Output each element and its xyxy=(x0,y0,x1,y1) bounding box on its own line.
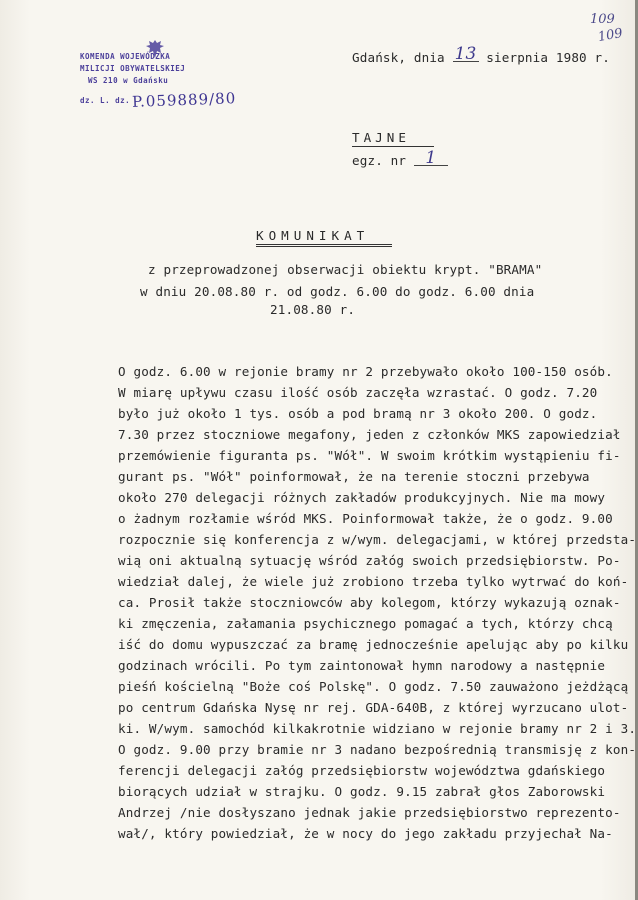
classification: TAJNE xyxy=(352,130,410,145)
copy-number-line xyxy=(352,148,448,168)
body-line: biorących udział w strajku. O godz. 9.15 zabrał głos Zaborowski xyxy=(118,784,606,799)
body-line: wiedział dalej, że wiele już zrobiono trzeba tylko wytrwać do koń- xyxy=(118,574,629,589)
body-line: ca. Prosił także stoczniowców aby kolegom, którzy wykazują oznak- xyxy=(118,595,621,610)
body-line: W miarę upływu czasu ilość osób zaczęła wzrastać. O godz. 7.20 xyxy=(118,385,598,400)
body-line: wał/, który powiedział, że w nocy do jego zakładu przyjechał Na- xyxy=(118,826,613,841)
copy-label: egz. nr xyxy=(352,153,407,168)
subtitle-line: 21.08.80 r. xyxy=(270,302,356,317)
body-line: gurant ps. "Wół" poinformował, że na terenie stoczni przebywa xyxy=(118,469,590,484)
body-line: iść do domu wypuszczać za bramę jednocześnie apelując aby po kilku xyxy=(118,637,629,652)
stamp-line: WS 210 w Gdańsku xyxy=(88,76,169,85)
body-line: rozpocznie się konferencja z w/wym. delegacjami, w której przedsta- xyxy=(118,532,637,547)
body-line: ki zmęczenia, załamania psychicznego pomagać a tych, którzy chcą xyxy=(118,616,613,631)
copy-number: 1 xyxy=(414,151,448,166)
body-line: było już około 1 tys. osób a pod bramą nr 3 około 200. O godz. xyxy=(118,406,598,421)
page-number-primary: 109 xyxy=(590,12,615,27)
title-underline xyxy=(256,244,392,247)
body-line: przemówienie figuranta ps. "Wół". W swoim krótkim wystąpieniu fi- xyxy=(118,448,621,463)
body-line: ferencji delegacji załóg przedsiębiorstw województwa gdańskiego xyxy=(118,763,606,778)
subtitle-line: z przeprowadzonej obserwacji obiektu krypt. "BRAMA" xyxy=(148,262,543,277)
page-number-secondary: 109 xyxy=(596,25,624,46)
document-title: KOMUNIKAT xyxy=(256,228,370,243)
body-line: po centrum Gdańska Nysę nr rej. GDA-640B, z której wyrzucano ulot- xyxy=(118,700,629,715)
subtitle-line: w dniu 20.08.80 r. od godz. 6.00 do godz. 6.00 dnia xyxy=(140,284,535,299)
date-suffix: sierpnia 1980 r. xyxy=(486,50,610,65)
stamp-line: KOMENDA WOJEWÓDZKA xyxy=(80,52,171,61)
date-line xyxy=(352,44,610,65)
body-line: O godz. 6.00 w rejonie bramy nr 2 przebywało około 100-150 osób. xyxy=(118,364,613,379)
body-line: O godz. 9.00 przy bramie nr 3 nadano bezpośrednią transmisję z kon- xyxy=(118,742,637,757)
body-line: o żadnym rozłamie wśród MKS. Poinformował także, że o godz. 9.00 xyxy=(118,511,613,526)
date-day: 13 xyxy=(453,47,479,62)
stamp-line: MILICJI OBYWATELSKIEJ xyxy=(80,64,186,73)
body-line: wią oni aktualną sytuację wśród załóg swoich przedsiębiorstw. Po- xyxy=(118,553,621,568)
body-line: Andrzej /nie dosłyszano jednak jakie przedsiębiorstwo reprezento- xyxy=(118,805,621,820)
stamp-line: dz. L. dz. xyxy=(80,96,131,105)
classification-underline xyxy=(352,146,434,147)
page-number xyxy=(590,12,623,44)
body-line: około 270 delegacji różnych zakładów produkcyjnych. Nie ma mowy xyxy=(118,490,606,505)
date-prefix: Gdańsk, dnia xyxy=(352,50,445,65)
office-stamp xyxy=(80,38,237,118)
body-line: pieśń kościelną "Boże coś Polskę". O godz. 7.50 zauważono jeżdżącą xyxy=(118,679,629,694)
registry-number: P.059889/80 xyxy=(131,89,237,111)
body-line: 7.30 przez stoczniowe megafony, jeden z członków MKS zapowiedział xyxy=(118,427,621,442)
body-line: ki. W/wym. samochód kilkakrotnie widziano w rejonie bramy nr 2 i 3. xyxy=(118,721,637,736)
body-line: godzinach wrócili. Po tym zaintonował hymn narodowy a następnie xyxy=(118,658,606,673)
